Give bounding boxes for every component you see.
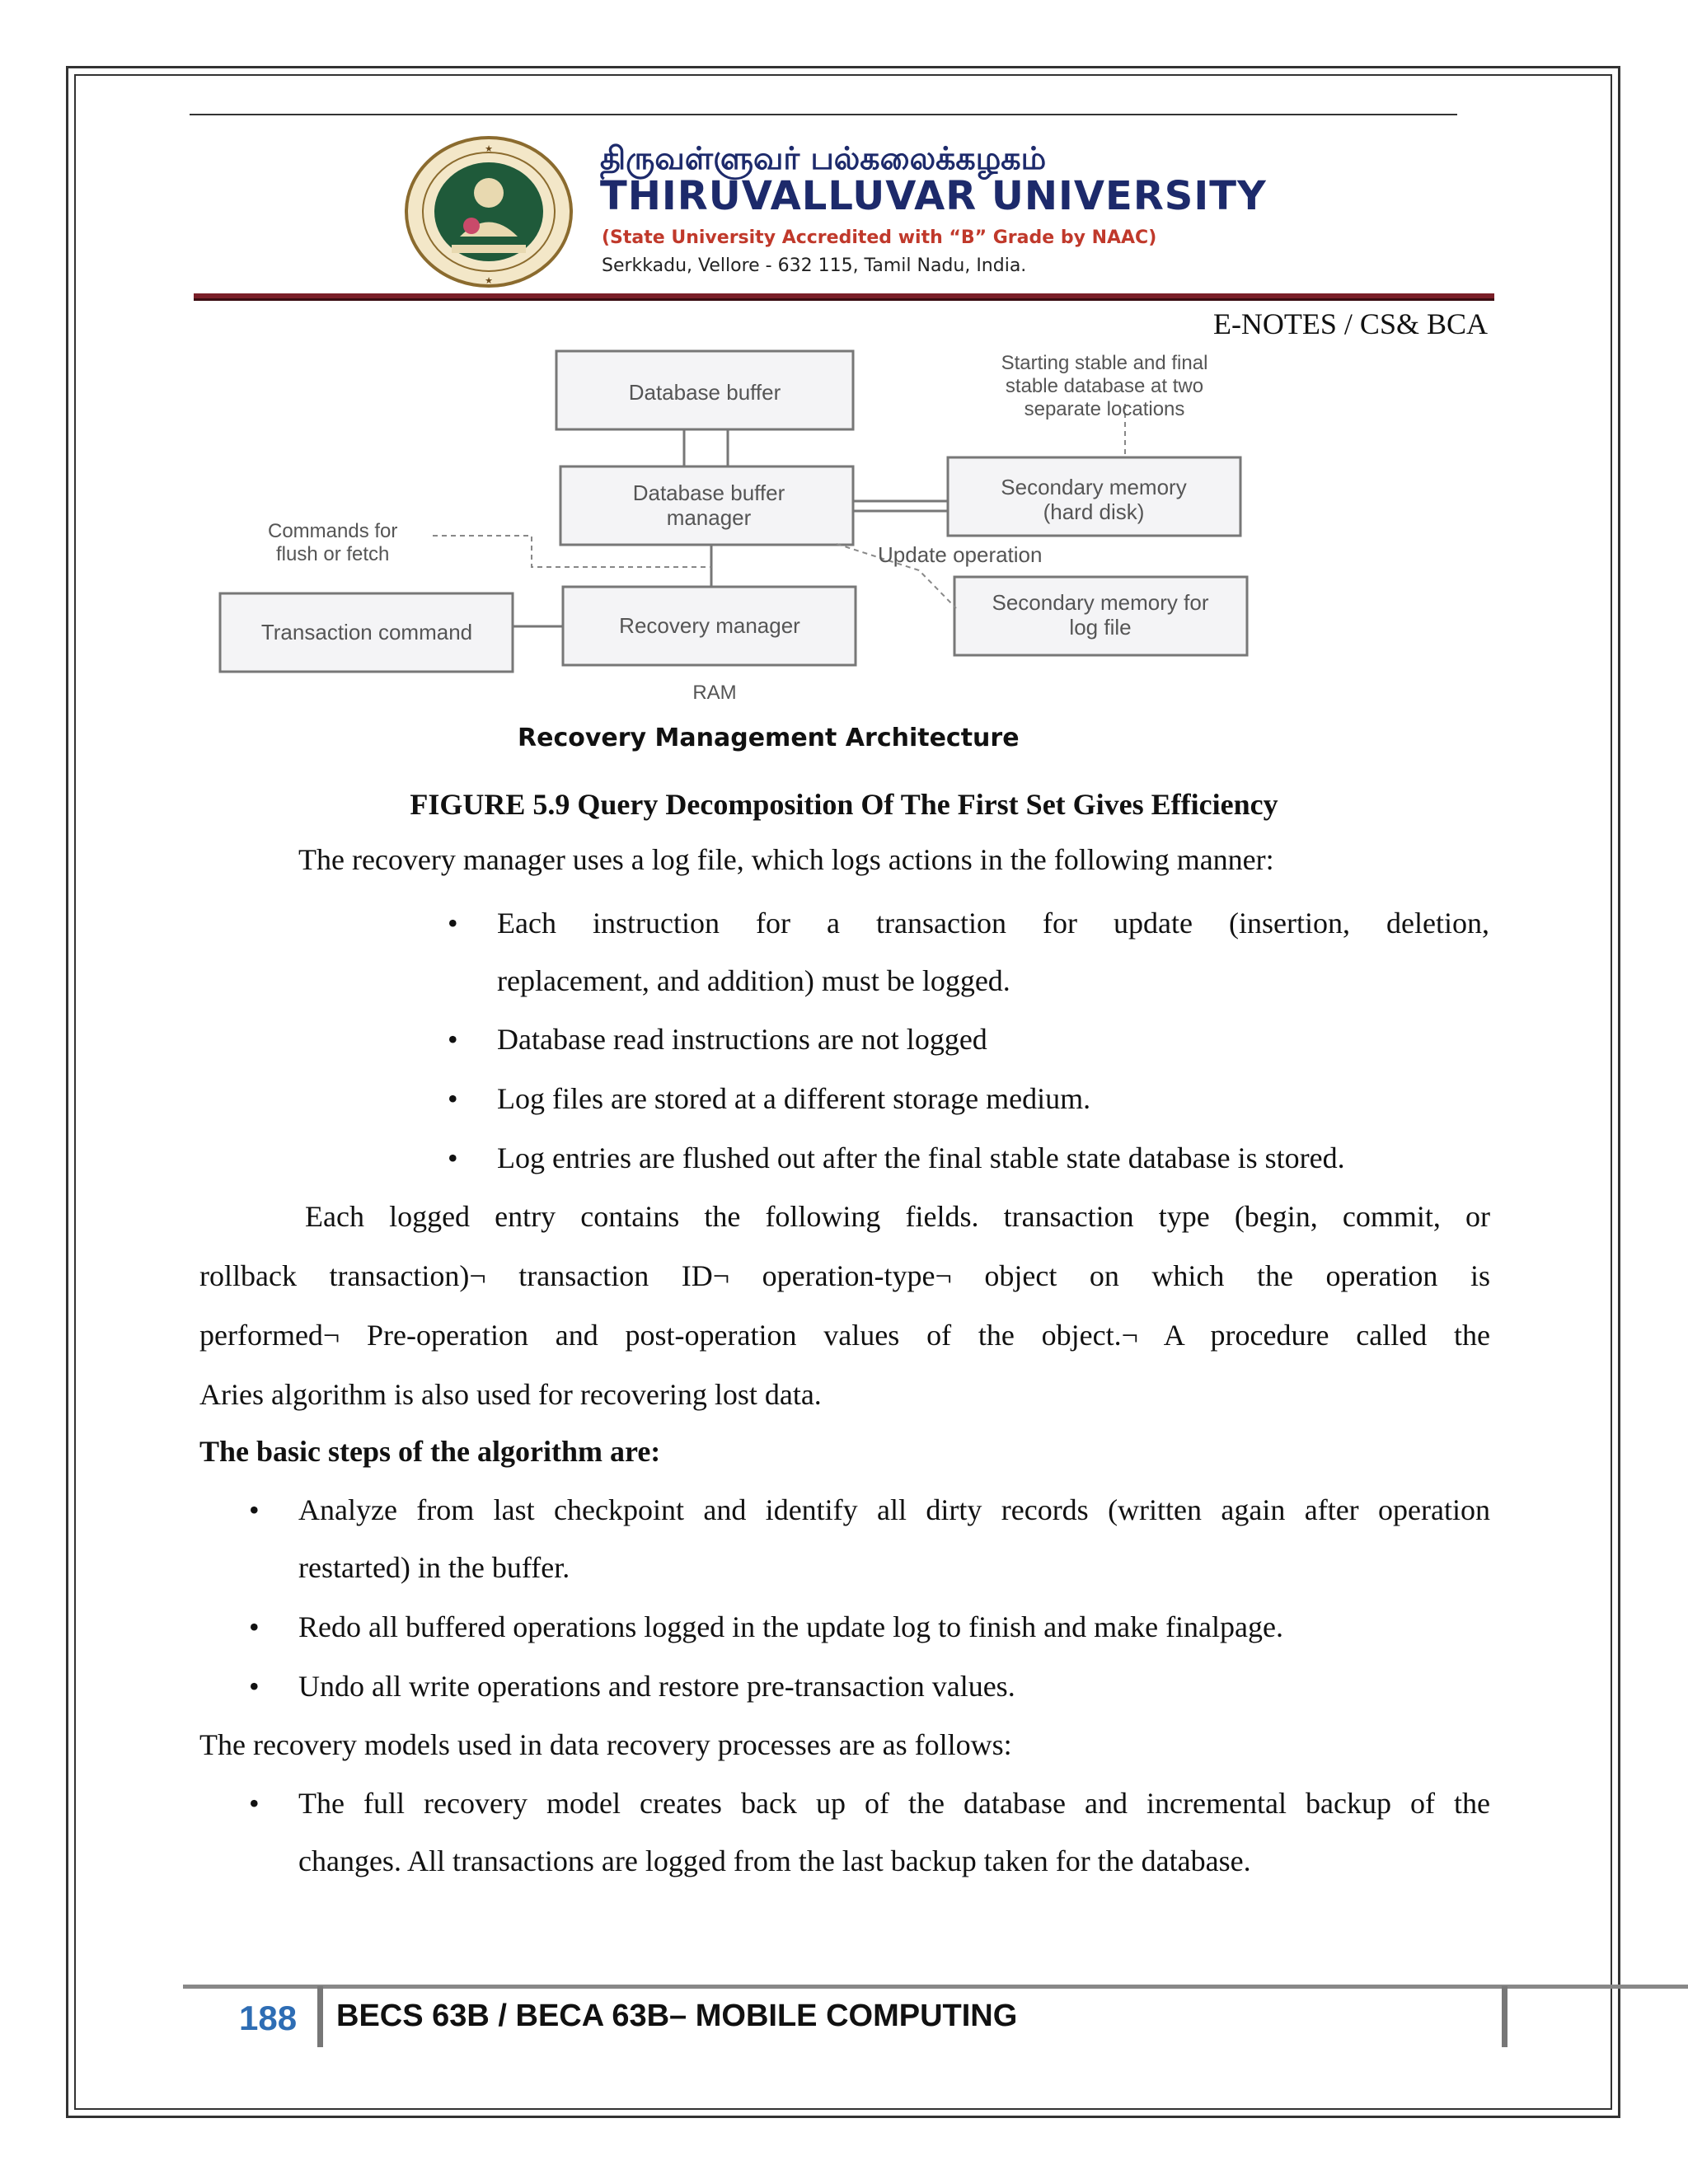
note-stable-2: stable database at two bbox=[1005, 375, 1204, 397]
fields-line: rollback transaction)¬ transaction ID¬ operation-type¬ object on which the operation is bbox=[199, 1259, 1490, 1292]
note-stable-1: Starting stable and final bbox=[1001, 352, 1208, 374]
list-item: • Redo all buffered operations logged in the update log to finish and make finalpage. bbox=[298, 1598, 1283, 1657]
label-secondary-memory-2: (hard disk) bbox=[1043, 499, 1145, 524]
list-item: • The full recovery model creates back up of the database and incremental backup of the bbox=[298, 1774, 1490, 1833]
university-name-tamil: திருவள்ளுவர் பல்கலைக்கழகம் bbox=[600, 140, 1047, 176]
list-item: • Database read instructions are not logged bbox=[497, 1010, 987, 1069]
fields-line: Aries algorithm is also used for recovering lost data. bbox=[199, 1378, 822, 1411]
fields-paragraph bbox=[199, 1187, 1490, 1424]
list-item: • Log entries are flushed out after the final stable state database is stored. bbox=[497, 1129, 1345, 1188]
svg-text:★: ★ bbox=[485, 275, 493, 286]
course-title: BECS 63B / BECA 63B– MOBILE COMPUTING bbox=[336, 1999, 1018, 2033]
fields-line: Each logged entry contains the following fields. transaction type (begin, commit, or bbox=[305, 1200, 1490, 1233]
label-recovery-manager: Recovery manager bbox=[619, 613, 800, 638]
university-name: THIRUVALLUVAR UNIVERSITY bbox=[600, 173, 1267, 219]
note-stable-3: separate locations bbox=[1024, 398, 1185, 420]
course-tag: E-NOTES / CS& BCA bbox=[1212, 307, 1488, 340]
note-commands-1: Commands for bbox=[268, 520, 398, 542]
list-item-continuation: replacement, and addition) must be logged. bbox=[497, 964, 1010, 997]
page-number: 188 bbox=[239, 1999, 298, 2037]
list-item: • Undo all write operations and restore pre-transaction values. bbox=[298, 1657, 1015, 1716]
university-seal-logo bbox=[402, 134, 575, 290]
intro-paragraph: The recovery manager uses a log file, which logs actions in the following manner: bbox=[298, 843, 1274, 876]
list-item: • Log files are stored at a different storage medium. bbox=[497, 1070, 1090, 1128]
models-paragraph: The recovery models used in data recovery processes are as follows: bbox=[199, 1728, 1012, 1761]
diagram-title: Recovery Management Architecture bbox=[518, 724, 1020, 752]
footer-rule bbox=[183, 1985, 1688, 1989]
label-buffer-manager-1: Database buffer bbox=[632, 480, 785, 505]
label-secondary-memory-1: Secondary memory bbox=[1001, 475, 1187, 499]
note-commands-2: flush or fetch bbox=[276, 543, 390, 565]
label-secondary-log-1: Secondary memory for bbox=[992, 590, 1209, 615]
header-bottom-rule bbox=[194, 293, 1494, 301]
svg-text:★: ★ bbox=[485, 143, 493, 154]
list-item-continuation: restarted) in the buffer. bbox=[298, 1551, 570, 1584]
recovery-architecture-diagram bbox=[210, 346, 1265, 725]
list-item: • Each instruction for a transaction for update (insertion, deletion, bbox=[497, 894, 1489, 953]
label-buffer-manager-2: manager bbox=[666, 505, 752, 530]
label-database-buffer: Database buffer bbox=[628, 380, 781, 405]
accreditation-line: (State University Accredited with “B” Grade by NAAC) bbox=[602, 227, 1157, 248]
steps-heading: The basic steps of the algorithm are: bbox=[199, 1435, 661, 1468]
list-item: • Analyze from last checkpoint and identify all dirty records (written again after operation bbox=[298, 1481, 1490, 1540]
header-top-rule bbox=[190, 114, 1457, 115]
note-update-operation: Update operation bbox=[878, 542, 1043, 567]
university-address: Serkkadu, Vellore - 632 115, Tamil Nadu, India. bbox=[602, 255, 1027, 276]
fields-line: performed¬ Pre-operation and post-operation values of the object.¬ A procedure called the bbox=[199, 1319, 1490, 1352]
figure-caption: FIGURE 5.9 Query Decomposition Of The First Set Gives Efficiency bbox=[410, 788, 1278, 821]
footer-divider-right bbox=[1502, 1986, 1507, 2047]
label-transaction-command: Transaction command bbox=[260, 620, 473, 644]
label-secondary-log-2: log file bbox=[1069, 615, 1132, 640]
footer-divider bbox=[317, 1986, 323, 2047]
list-item-continuation: changes. All transactions are logged from the last backup taken for the database. bbox=[298, 1844, 1251, 1877]
note-ram: RAM bbox=[692, 682, 737, 704]
